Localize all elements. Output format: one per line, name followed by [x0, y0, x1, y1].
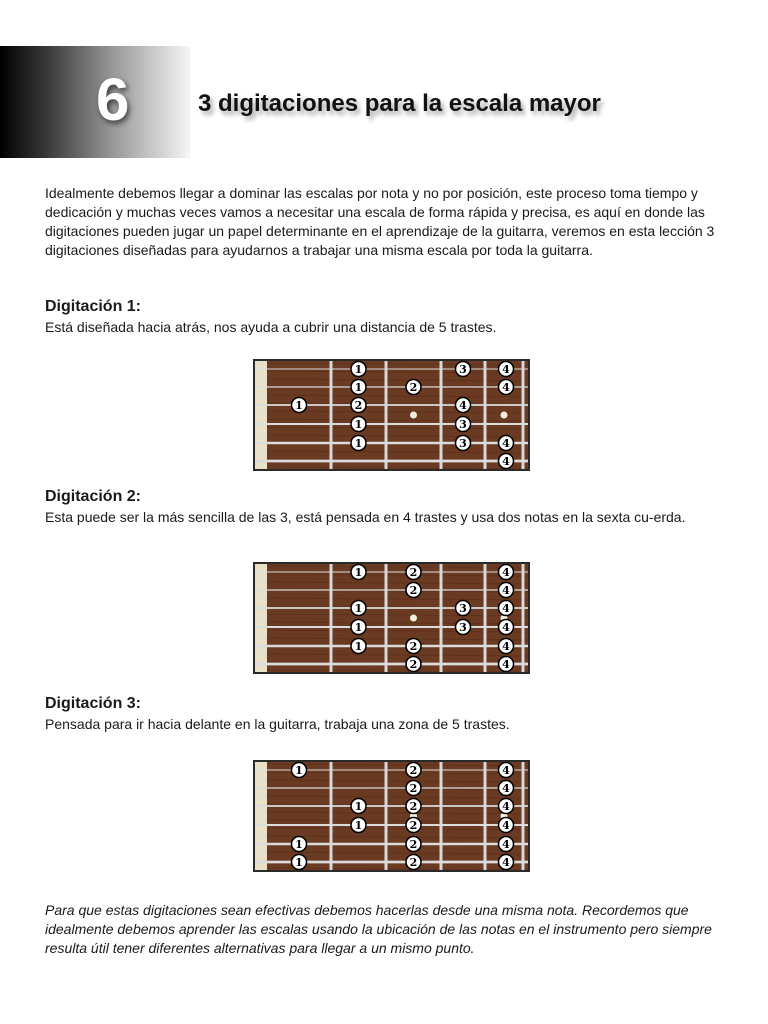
finger-number: 4	[502, 658, 510, 671]
finger-dot	[292, 837, 307, 852]
finger-dot	[456, 620, 471, 635]
fret-wire-1	[330, 762, 333, 870]
finger-dot	[499, 639, 514, 654]
finger-number: 2	[409, 764, 418, 777]
finger-dot	[499, 818, 514, 833]
finger-number: 4	[502, 566, 510, 579]
inlay-dot	[410, 615, 417, 622]
finger-number: 4	[502, 455, 510, 468]
finger-dot	[499, 436, 514, 451]
nut	[255, 762, 267, 870]
nut	[255, 564, 267, 672]
finger-number: 1	[354, 363, 363, 376]
fret-wire-5	[522, 564, 525, 672]
fret-wire-4	[484, 762, 487, 870]
fret-wire-3	[440, 762, 443, 870]
finger-number: 2	[409, 819, 418, 832]
page-title: 3 digitaciones para la escala mayor	[198, 90, 601, 117]
fret-wire-3	[440, 564, 443, 672]
finger-dot	[406, 837, 421, 852]
finger-dot	[499, 380, 514, 395]
finger-dot	[499, 799, 514, 814]
fret-wire-3	[440, 361, 443, 469]
finger-dot	[351, 601, 366, 616]
finger-number: 2	[409, 658, 418, 671]
inlay-dot	[501, 412, 508, 419]
section-title-2: Digitación 2:	[45, 488, 142, 505]
fretboard-diagram-1	[253, 359, 530, 471]
finger-dot	[351, 799, 366, 814]
finger-number: 4	[502, 621, 510, 634]
finger-dot	[499, 565, 514, 580]
finger-dot	[351, 639, 366, 654]
finger-dot	[292, 763, 307, 778]
finger-number: 2	[409, 838, 418, 851]
fret-wire-4	[484, 564, 487, 672]
finger-number: 3	[459, 418, 467, 431]
finger-number: 1	[295, 399, 303, 412]
finger-number: 3	[459, 437, 467, 450]
finger-number: 4	[502, 764, 510, 777]
finger-number: 2	[354, 399, 363, 412]
finger-number: 4	[502, 602, 510, 615]
finger-dot	[499, 620, 514, 635]
finger-number: 1	[295, 838, 303, 851]
finger-dot	[456, 362, 471, 377]
finger-number: 1	[354, 640, 363, 653]
finger-number: 4	[502, 640, 510, 653]
section-text-2: Esta puede ser la más sencilla de las 3, está pensada en 4 trastes y usa dos notas en la sexta cu-erda.	[45, 509, 686, 525]
finger-dot	[499, 763, 514, 778]
finger-number: 4	[502, 800, 510, 813]
fret-wire-5	[522, 361, 525, 469]
finger-dot	[456, 436, 471, 451]
finger-dot	[351, 436, 366, 451]
intro-paragraph: Idealmente debemos llegar a dominar las escalas por nota y no por posición, este proceso toma tiempo y dedicación y muchas veces vamos a necesitar una escala de forma rápida y precisa, es aquí en donde las digitaciones pueden jugar un papel determinante en el aprendizaje de la guitarra, veremos en esta lección 3 digitaciones diseñadas para ayudarnos a trabajar una misma escala por toda la guitarra.	[45, 185, 715, 258]
finger-number: 4	[502, 838, 510, 851]
finger-number: 3	[459, 602, 467, 615]
finger-dot	[499, 837, 514, 852]
inlay-dot	[410, 412, 417, 419]
finger-dot	[406, 781, 421, 796]
finger-dot	[351, 398, 366, 413]
finger-dot	[292, 398, 307, 413]
fret-wire-2	[385, 361, 388, 469]
finger-number: 2	[409, 640, 418, 653]
finger-number: 1	[354, 418, 363, 431]
finger-dot	[351, 362, 366, 377]
finger-number: 2	[409, 381, 418, 394]
fretboard-diagram-2	[253, 562, 530, 674]
finger-dot	[292, 855, 307, 870]
finger-dot	[456, 417, 471, 432]
finger-dot	[499, 454, 514, 469]
finger-dot	[351, 620, 366, 635]
fret-wire-4	[484, 361, 487, 469]
fret-wire-2	[385, 564, 388, 672]
nut	[255, 361, 267, 469]
fret-wire-2	[385, 762, 388, 870]
finger-dot	[351, 380, 366, 395]
finger-number: 2	[409, 566, 418, 579]
finger-dot	[406, 639, 421, 654]
finger-number: 4	[502, 584, 510, 597]
finger-dot	[406, 380, 421, 395]
finger-number: 1	[354, 381, 363, 394]
finger-dot	[456, 601, 471, 616]
fretboard-diagram-3	[253, 760, 530, 872]
chapter-number: 6	[96, 66, 130, 133]
finger-dot	[351, 818, 366, 833]
finger-dot	[351, 417, 366, 432]
finger-dot	[406, 799, 421, 814]
section-text-3: Pensada para ir hacia delante en la guitarra, trabaja una zona de 5 trastes.	[45, 716, 510, 732]
section-title-1: Digitación 1:	[45, 298, 142, 315]
finger-number: 4	[502, 363, 510, 376]
finger-number: 4	[502, 856, 510, 869]
finger-dot	[499, 657, 514, 672]
finger-number: 1	[354, 819, 363, 832]
finger-dot	[499, 583, 514, 598]
finger-number: 1	[295, 856, 303, 869]
closing-paragraph: Para que estas digitaciones sean efectivas debemos hacerlas desde una misma nota. Recordemos que idealmente debemos aprender las escalas usando la ubicación de las notas en el instrumento pero siempre resulta útil tener diferentes alternativas para llegar a un mismo punto.	[45, 902, 712, 956]
finger-number: 3	[459, 363, 467, 376]
finger-number: 1	[354, 437, 363, 450]
finger-number: 1	[354, 566, 363, 579]
section-title-3: Digitación 3:	[45, 695, 142, 712]
finger-dot	[499, 601, 514, 616]
finger-number: 4	[502, 819, 510, 832]
finger-number: 2	[409, 782, 418, 795]
finger-dot	[406, 818, 421, 833]
finger-dot	[499, 781, 514, 796]
finger-dot	[499, 855, 514, 870]
finger-dot	[406, 657, 421, 672]
finger-number: 1	[354, 621, 363, 634]
fret-wire-5	[522, 762, 525, 870]
section-text-1: Está diseñada hacia atrás, nos ayuda a cubrir una distancia de 5 trastes.	[45, 319, 497, 335]
finger-number: 1	[354, 602, 363, 615]
finger-number: 2	[409, 584, 418, 597]
finger-number: 1	[354, 800, 363, 813]
finger-dot	[351, 565, 366, 580]
fret-wire-1	[330, 564, 333, 672]
finger-number: 2	[409, 856, 418, 869]
chapter-banner	[0, 46, 190, 158]
finger-dot	[499, 362, 514, 377]
finger-number: 4	[502, 381, 510, 394]
finger-number: 2	[409, 800, 418, 813]
finger-number: 4	[502, 437, 510, 450]
finger-number: 4	[459, 399, 467, 412]
finger-dot	[406, 763, 421, 778]
finger-dot	[406, 855, 421, 870]
finger-dot	[406, 565, 421, 580]
fret-wire-1	[330, 361, 333, 469]
finger-dot	[406, 583, 421, 598]
finger-dot	[456, 398, 471, 413]
finger-number: 1	[295, 764, 303, 777]
finger-number: 3	[459, 621, 467, 634]
finger-number: 4	[502, 782, 510, 795]
